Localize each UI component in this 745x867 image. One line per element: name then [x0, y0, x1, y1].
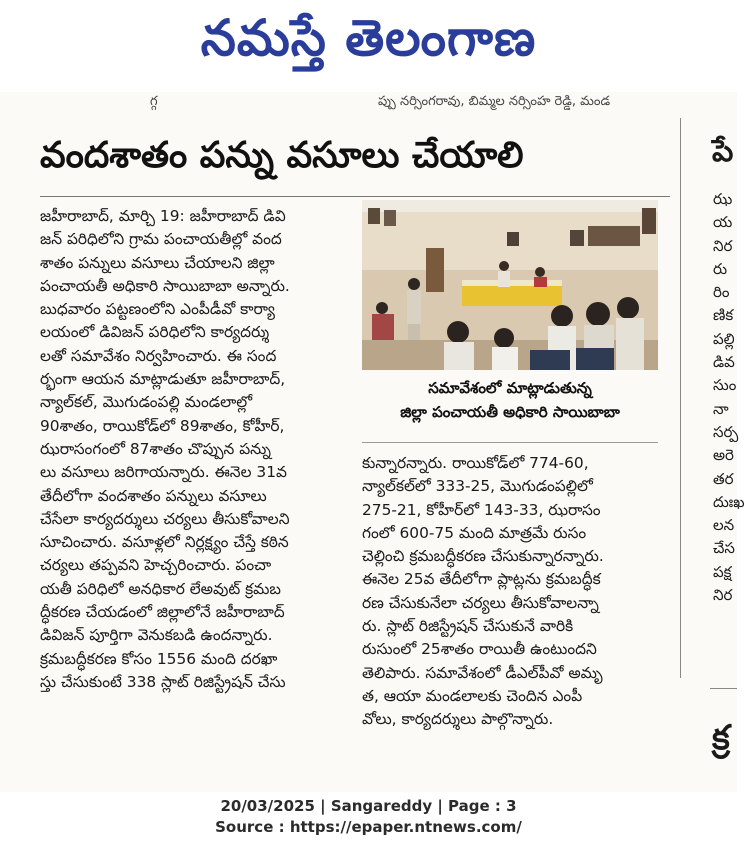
top-strip-left: గ్గ	[150, 94, 158, 109]
article-text-line: న్యాల్‌కల్, మొగుడంపల్లి మండలాల్లో	[40, 393, 253, 412]
side-text-line: ఝ	[713, 190, 733, 208]
meeting-photo	[362, 200, 658, 370]
article-text-line: 275-21, కోహీర్‌లో 143-33, ఝరాసం	[362, 500, 601, 519]
article-text-line: చర్యలు తప్పవని హెచ్చరించారు. పంచా	[40, 556, 272, 575]
article-text-line: యతీ పరిధిలో అనధికార లేఅవుట్ క్రమబ	[40, 579, 281, 598]
top-strip	[0, 92, 737, 114]
article-text-line: ర్భంగా ఆయన మాట్లాడుతూ జహీరాబాద్,	[40, 370, 286, 389]
article-text-line: సూచించారు. వసూళ్లలో నిర్లక్ష్యం చేస్తే కఠిన	[40, 533, 289, 552]
article-text-line: కున్నారన్నారు. రాయికోడ్‌లో 774-60,	[362, 454, 589, 472]
article-text-line: శాతం పన్నులు వసూలు చేయాలని జిల్లా	[40, 253, 275, 272]
side-text-line: డివ	[713, 353, 735, 372]
article-text-line: గంలో 600-75 మంది మాత్రమే రుసం	[362, 523, 587, 542]
article-text-line: చేసేలా కార్యదర్శులు చర్యలు తీసుకోవాలని	[40, 509, 290, 528]
side-text-line: లన	[713, 516, 735, 535]
article-text-line: రుసుంలో 25శాతం రాయితీ ఉంటుందని	[362, 640, 597, 659]
article-text-line: లయంలో డివిజన్ పరిధిలోని కార్యదర్శు	[40, 323, 270, 342]
footer-source: Source : https://epaper.ntnews.com/	[215, 818, 522, 836]
side-text-line: య	[713, 213, 733, 232]
side-text-line: రు	[713, 259, 728, 278]
top-strip-right: ప్పు నర్సింగరావు, బిమ్మల నర్సింహ రెడ్డి, మండ	[378, 94, 611, 109]
side-text-line: నా	[713, 399, 729, 418]
side-text-line: చేస	[713, 539, 735, 558]
side-text-line: సుం	[713, 376, 737, 395]
article-text-line: తెలిపారు. సమావేశంలో డీఎల్‌పీవో అమృ	[362, 663, 603, 682]
article-text-line: చెల్లించి క్రమబద్ధీకరణ చేసుకున్నారన్నారు.	[362, 547, 604, 566]
article-text-line: జన్ పరిధిలోని గ్రామ పంచాయతీల్లో వంద	[40, 230, 282, 249]
side-text-line: అరె	[713, 446, 734, 465]
article-text-line: వోలు, కార్యదర్శులు పాల్గొన్నారు.	[362, 710, 554, 729]
side-text-line: నిర	[713, 236, 733, 255]
photo-caption	[362, 376, 658, 424]
article-text-line: త, ఆయా మండలాలకు చెందిన ఎంపీ	[362, 686, 583, 705]
masthead	[0, 0, 737, 80]
caption-divider	[362, 442, 658, 443]
newspaper-logo: నమస్తే తెలంగాణ	[200, 9, 537, 67]
footer-date-edition: 20/03/2025 | Sangareddy | Page : 3	[220, 797, 517, 815]
article-text-line: స్తు చేసుకుంటే 338 స్లాట్ రిజిస్ట్రేషన్ చేసు	[40, 672, 286, 691]
side-bottom-headline: క్ర	[712, 718, 730, 758]
column-divider-bottom	[710, 688, 737, 689]
article-text-line: 90శాతం, రాయికోడ్‌లో 89శాతం, కోహీర్,	[40, 416, 285, 435]
side-text-line: పల్లి	[713, 329, 735, 348]
article-text-line: ద్ధీకరణ చేయడంలో జిల్లాలోనే జహీరాబాద్	[40, 603, 285, 622]
article-text-line: ఈనెల 25వ తేదీలోగా ప్లాట్లను క్రమబద్ధీక	[362, 570, 601, 589]
column-divider	[680, 118, 681, 678]
side-text-line: నిర	[713, 586, 733, 605]
article-text-line: న్యాల్‌కల్‌లో 333-25, మొగుడంపల్లిలో	[362, 477, 593, 496]
article-text-line: పంచాయతీ అధికారి సాయిబాబా అన్నారు.	[40, 276, 290, 295]
article-column-1	[40, 205, 352, 694]
article-text-line: ఝరాసంగంలో 87శాతం చొప్పున పన్ను	[40, 439, 271, 458]
page-footer	[0, 796, 737, 838]
article-text-line: డివిజన్ పూర్తిగా వెనుకబడి ఉందన్నారు.	[40, 626, 273, 645]
photo-caption-line-1: సమావేశంలో మాట్లాడుతున్న	[428, 379, 592, 397]
side-text-line: రిం	[713, 283, 730, 302]
article-text-line: లతో సమావేశం నిర్వహించారు. ఈ సంద	[40, 346, 277, 365]
article-headline: వందశాతం పన్ను వసూలు చేయాలి	[40, 135, 524, 176]
side-article-text	[713, 188, 745, 607]
article-text-line: బుధవారం పట్టణంలోని ఎంపీడీవో కార్యా	[40, 300, 275, 319]
article-text-line: క్రమబద్ధీకరణ కోసం 1556 మంది దరఖా	[40, 649, 278, 668]
meeting-photo-image	[362, 200, 658, 370]
article-text-line: లు వసూలు జరిగాయన్నారు. ఈనెల 31వ	[40, 463, 287, 482]
side-text-line: సర్ప	[713, 422, 739, 441]
side-article-headline: పే	[712, 134, 734, 169]
article-text-line: రు. స్లాట్ రిజిస్ట్రేషన్ చేసుకునే వారికి	[362, 617, 574, 636]
article-column-2	[362, 452, 666, 732]
photo-caption-line-2: జిల్లా పంచాయతీ అధికారి సాయిబాబా	[400, 403, 620, 421]
side-text-line: ణిక	[713, 306, 734, 325]
side-text-line: తర	[713, 469, 734, 488]
article-text-line: రణ చేసుకునేలా చర్యలు తీసుకోవాలన్నా	[362, 593, 599, 612]
side-text-line: పక్ష	[713, 562, 732, 581]
article-text-line: జహీరాబాద్, మార్చి 19: జహీరాబాద్ డివి	[40, 207, 286, 225]
article-text-line: తేదీలోగా వందశాతం పన్నులు వసూలు	[40, 486, 267, 505]
side-text-line: దుఃఖ	[713, 492, 745, 511]
headline-divider	[40, 196, 670, 197]
